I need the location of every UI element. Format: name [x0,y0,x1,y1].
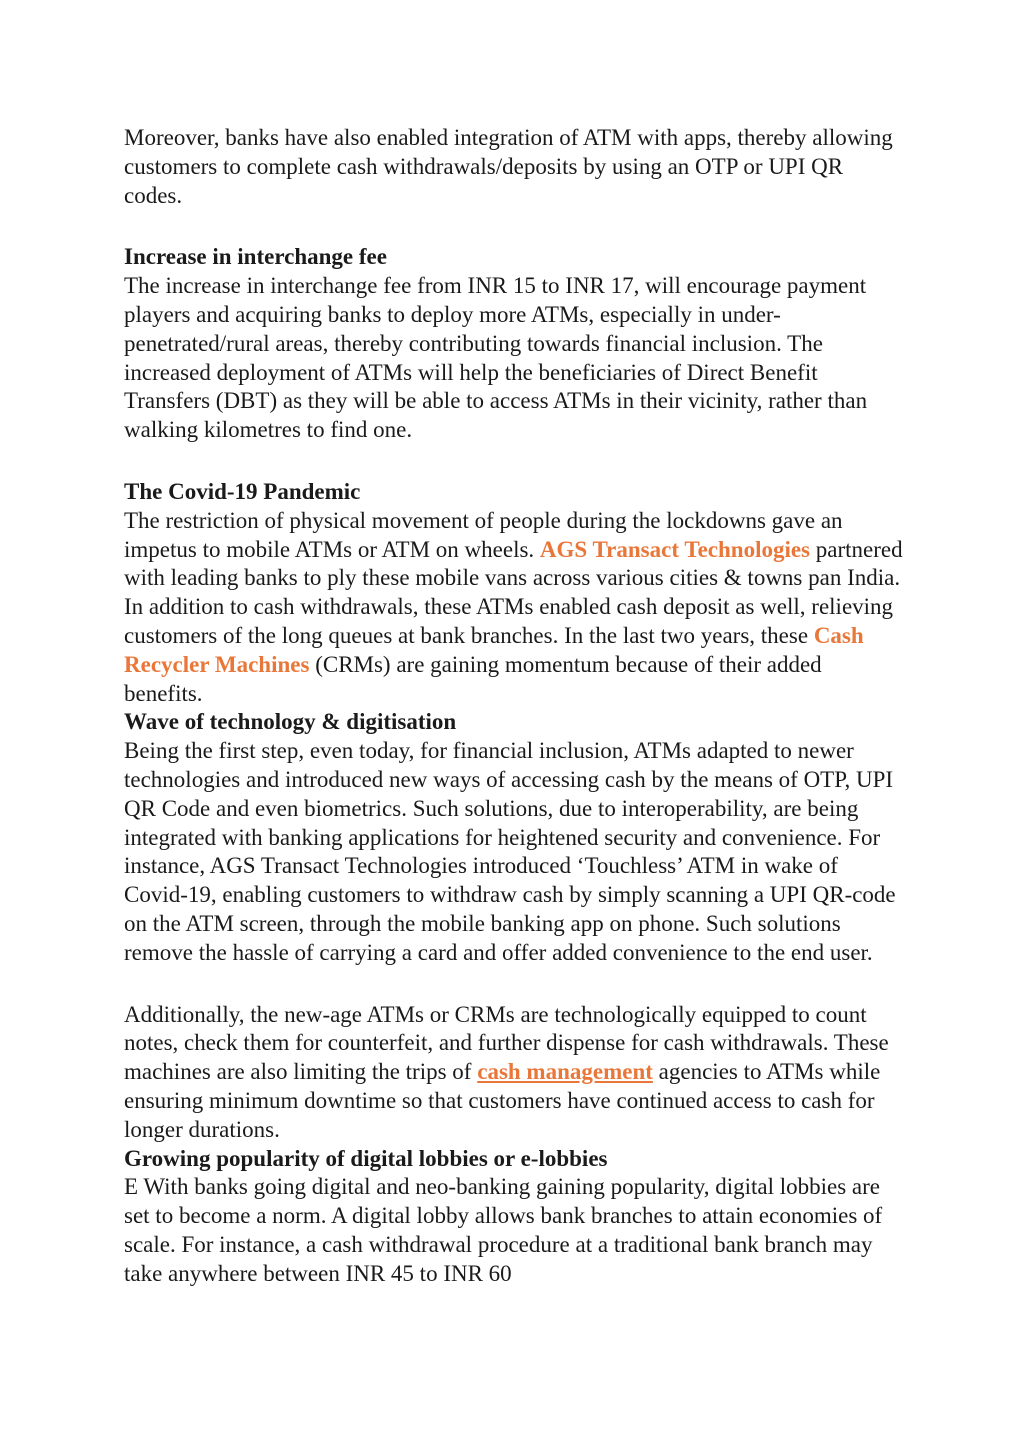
link-cash-recycler-machines[interactable]: Cash Recycler Machines [124,622,864,677]
paragraph-gap [124,968,904,1001]
paragraph-atm-app-integration: Moreover, banks have also enabled integration of ATM with apps, thereby allowing customers to complete cash withdrawals/deposits by using an OTP or UPI QR codes. [124,125,893,208]
heading-digital-lobbies: Growing popularity of digital lobbies or e-lobbies [124,1145,608,1171]
heading-interchange-fee: Increase in interchange fee [124,244,387,270]
heading-covid-pandemic: The Covid-19 Pandemic [124,478,361,504]
covid-text-part-3: (CRMs) are gaining momentum because of their added benefits. [124,651,822,706]
paragraph-technology-digitisation: Being the first step, even today, for financial inclusion, ATMs adapted to newer technologies and introduced new ways of accessing cash by the means of OTP, UPI QR Code and even biometrics. Such solutions, due to interoperability, are being integrated with banking applications for heightened security and convenience. For instance, AGS Transact Technologies introduced ‘Touchless’ ATM in wake of Covid-19, enabling customers to withdraw cash by simply scanning a UPI QR-code on the ATM screen, through the mobile banking app on phone. Such solutions remove the hassle of carrying a card and offer added convenience to the end user. [124,738,896,965]
paragraph-new-age-atms [124,1001,904,1145]
new-age-text-part-1: Additionally, the new-age ATMs or CRMs are technologically equipped to count notes, check them for counterfeit, and further dispense for cash withdrawals. These machines are also limiting the trips of [124,1001,889,1085]
paragraph-covid-pandemic [124,507,904,709]
heading-technology-digitisation: Wave of technology & digitisation [124,709,457,735]
document-page [124,124,904,1288]
paragraph-gap [124,445,904,478]
paragraph-interchange-fee: The increase in interchange fee from INR 15 to INR 17, will encourage payment players and acquiring banks to deploy more ATMs, especially in under-penetrated/rural areas, thereby contributing towards financial inclusion. The increased deployment of ATMs will help the beneficiaries of Direct Benefit Transfers (DBT) as they will be able to access ATMs in their vicinity, rather than walking kilometres to find one. [124,273,868,443]
covid-text-part-1: The restriction of physical movement of people during the lockdowns gave an impetus to mobile ATMs or ATM on wheels. [124,507,843,562]
paragraph-digital-lobbies: E With banks going digital and neo-banking gaining popularity, digital lobbies are set to become a norm. A digital lobby allows bank branches to attain economies of scale. For instance, a cash withdrawal procedure at a traditional bank branch may take anywhere between INR 45 to INR 60 [124,1174,883,1286]
link-cash-management[interactable]: cash management [477,1059,653,1085]
paragraph-gap [124,210,904,243]
covid-text-part-2: partnered with leading banks to ply these mobile vans across various cities & towns pan India. In addition to cash withdrawals, these ATMs enabled cash deposit as well, relieving customers of the long queues at bank branches. In the last two years, these [124,536,903,648]
link-ags-transact-technologies[interactable]: AGS Transact Technologies [539,536,811,562]
new-age-text-part-2: agencies to ATMs while ensuring minimum downtime so that customers have continued access to cash for longer durations. [124,1059,881,1142]
